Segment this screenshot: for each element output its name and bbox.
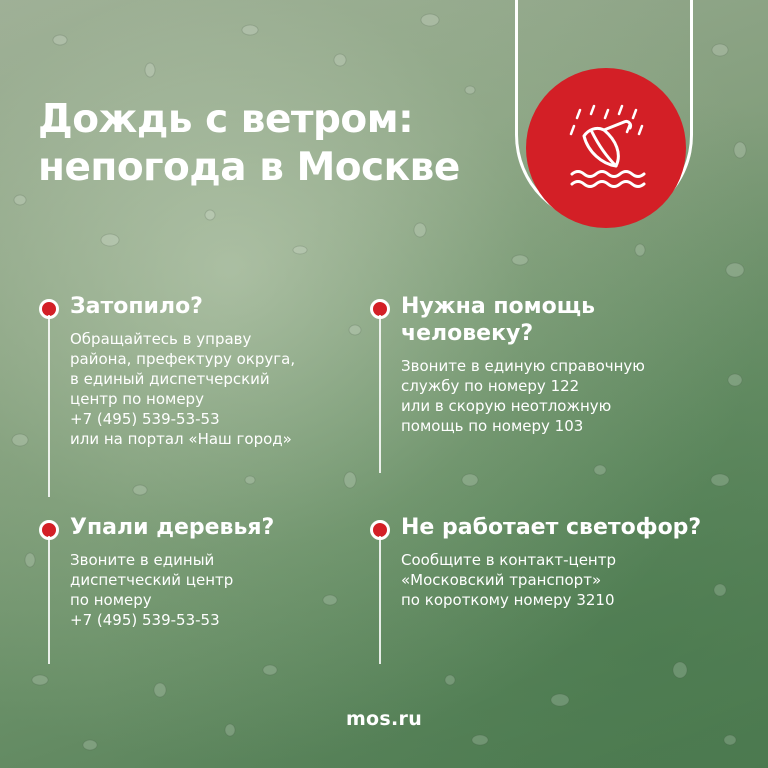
umbrella-in-rain-icon bbox=[550, 92, 662, 204]
section-marker-line bbox=[48, 536, 50, 664]
section-text-line: Обращайтесь в управу bbox=[70, 330, 252, 348]
section-flooded bbox=[46, 293, 295, 449]
section-text-line: Звоните в единую справочную bbox=[401, 357, 645, 375]
section-marker-line bbox=[48, 315, 50, 497]
section-text-line: или на портал «Наш город» bbox=[70, 430, 292, 448]
section-text-line: Звоните в единый bbox=[70, 551, 215, 569]
section-heading: Затопило? bbox=[70, 294, 203, 319]
section-text bbox=[377, 550, 701, 610]
section-traffic-light bbox=[377, 514, 701, 610]
section-text-line: помощь по номеру 103 bbox=[401, 417, 584, 435]
page-title bbox=[38, 96, 460, 192]
section-heading-line: человеку? bbox=[401, 321, 534, 346]
section-text-line: +7 (495) 539-53-53 bbox=[70, 611, 220, 629]
section-heading bbox=[377, 293, 645, 347]
section-text-line: центр по номеру bbox=[70, 390, 204, 408]
weather-badge bbox=[526, 68, 686, 228]
section-marker-line bbox=[379, 536, 381, 664]
section-marker-line bbox=[379, 315, 381, 473]
section-text-line: по короткому номеру 3210 bbox=[401, 591, 615, 609]
section-text bbox=[46, 550, 274, 630]
section-heading-line: Нужна помощь bbox=[401, 294, 595, 319]
section-text-line: диспетческий центр bbox=[70, 571, 234, 589]
section-text-line: Сообщите в контакт-центр bbox=[401, 551, 616, 569]
section-text-line: +7 (495) 539-53-53 bbox=[70, 410, 220, 428]
title-line-1: Дождь с ветром: bbox=[38, 97, 414, 142]
section-text-line: в единый диспетчерский bbox=[70, 370, 270, 388]
section-text-line: района, префектуру округа, bbox=[70, 350, 296, 368]
section-heading: Упали деревья? bbox=[70, 515, 275, 540]
title-line-2: непогода в Москве bbox=[38, 145, 460, 190]
section-fallen-trees bbox=[46, 514, 274, 630]
footer-site-link[interactable]: mos.ru bbox=[345, 708, 423, 730]
section-text bbox=[377, 356, 645, 436]
section-text-line: или в скорую неотложную bbox=[401, 397, 612, 415]
section-text bbox=[46, 329, 295, 449]
section-help-person bbox=[377, 293, 645, 436]
section-text-line: по номеру bbox=[70, 591, 152, 609]
section-text-line: службу по номеру 122 bbox=[401, 377, 580, 395]
section-text-line: «Московский транспорт» bbox=[401, 571, 602, 589]
section-heading: Не работает светофор? bbox=[401, 515, 702, 540]
